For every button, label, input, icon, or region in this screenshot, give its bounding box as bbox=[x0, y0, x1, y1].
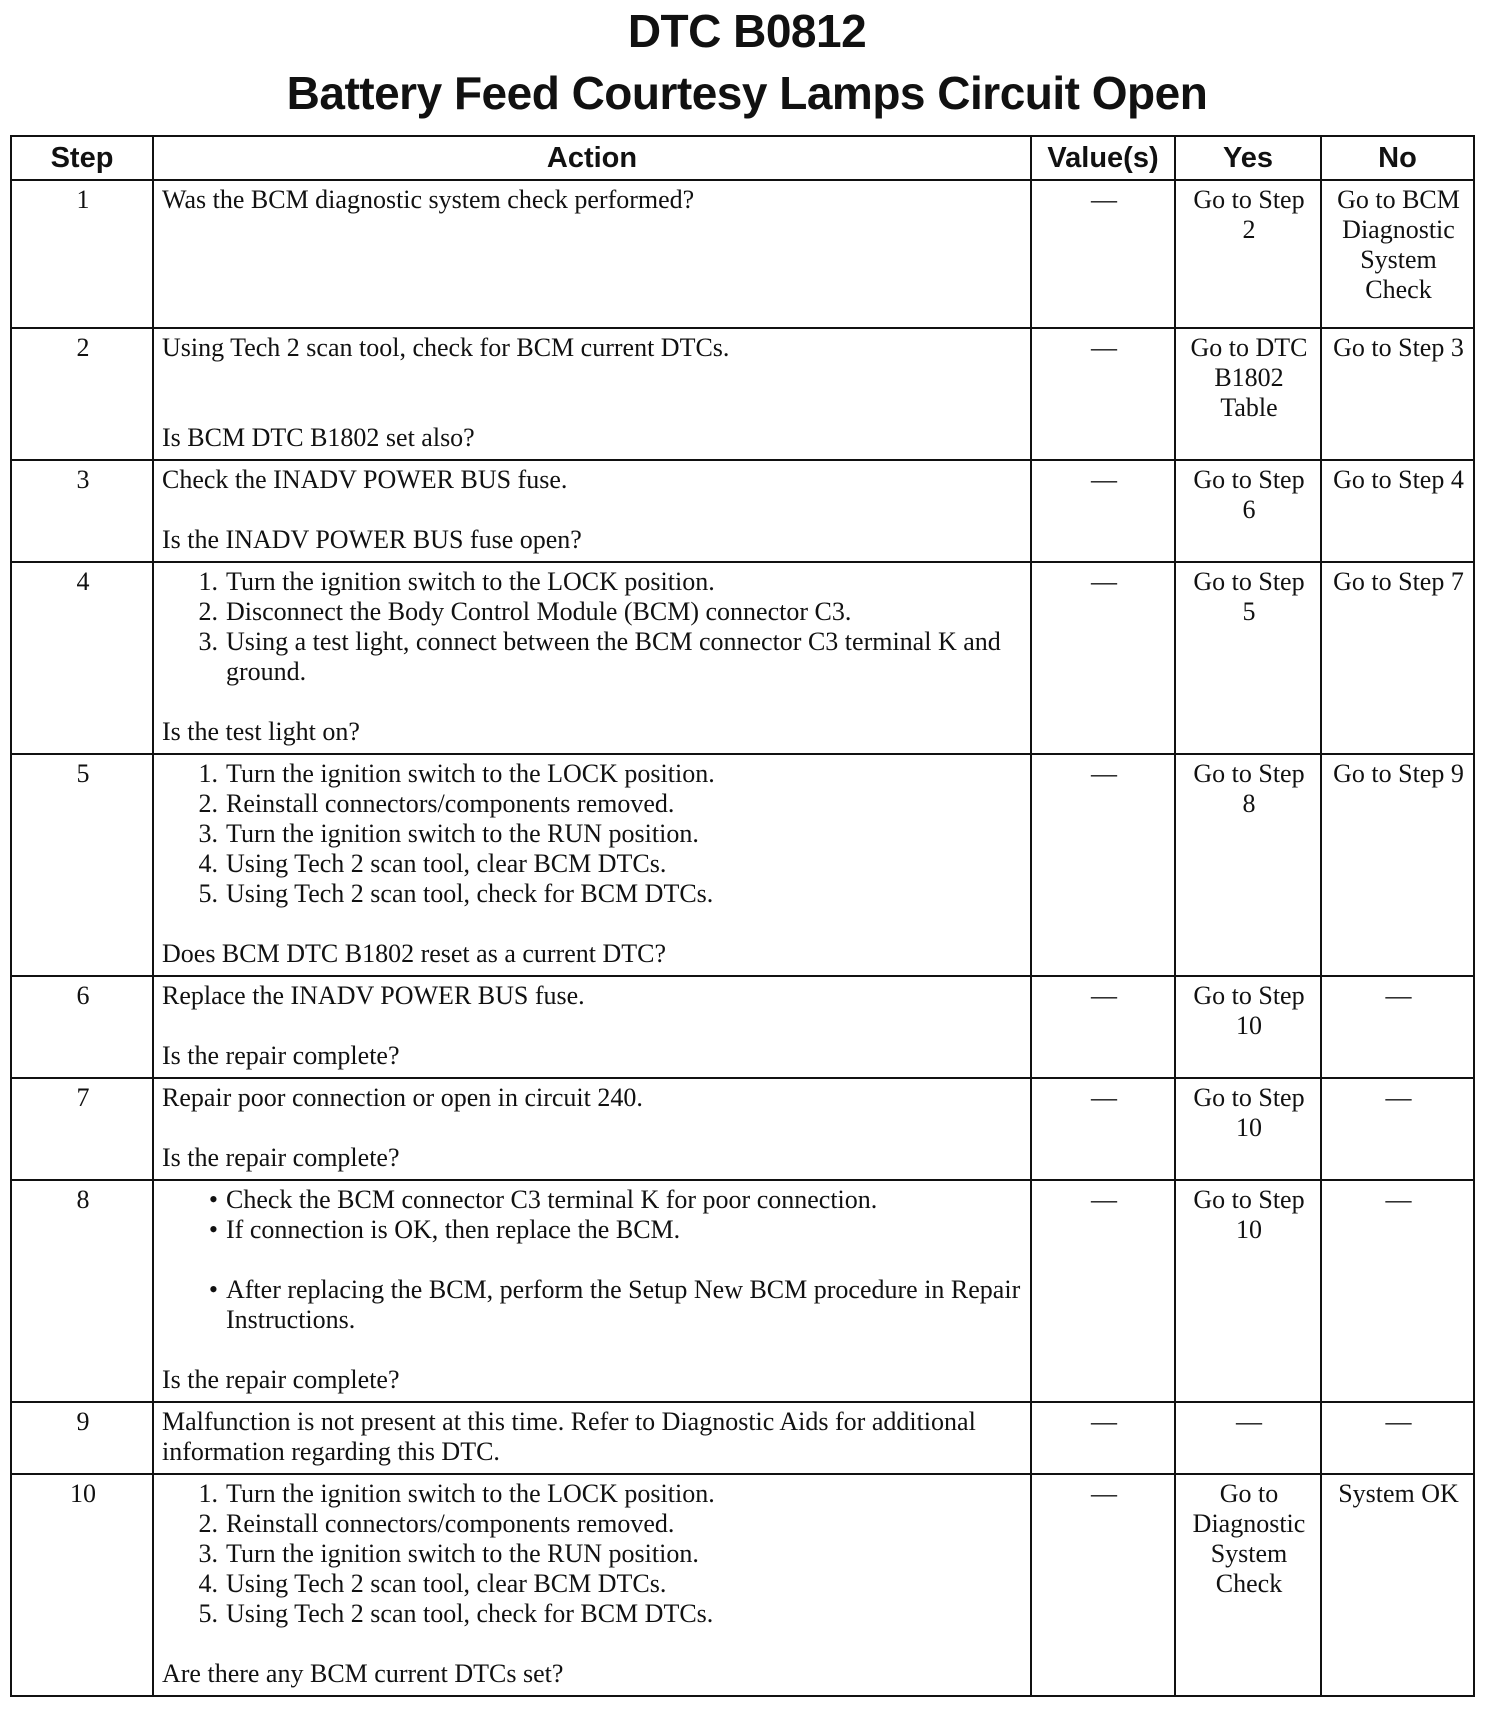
item-number: 2. bbox=[198, 597, 218, 626]
action-cell bbox=[153, 562, 1031, 754]
bullet-item bbox=[162, 1185, 1024, 1215]
instruction-text: Repair poor connection or open in circuit 240. bbox=[162, 1083, 643, 1112]
no-cell: Go to Step 3 bbox=[1321, 328, 1474, 460]
table-row bbox=[11, 328, 1474, 460]
item-text: Reinstall connectors/components removed. bbox=[226, 789, 675, 818]
document-subtitle: Battery Feed Courtesy Lamps Circuit Open bbox=[286, 67, 1208, 119]
numbered-item bbox=[162, 879, 1024, 909]
item-text: Using Tech 2 scan tool, check for BCM DTCs. bbox=[226, 879, 714, 908]
action-cell bbox=[153, 1402, 1031, 1474]
item-text: Turn the ignition switch to the LOCK position. bbox=[226, 1479, 715, 1508]
question-text: Is the repair complete? bbox=[162, 1041, 400, 1070]
numbered-item bbox=[162, 1509, 1024, 1539]
item-text: Using Tech 2 scan tool, clear BCM DTCs. bbox=[226, 849, 667, 878]
instruction-text: Using Tech 2 scan tool, check for BCM current DTCs. bbox=[162, 333, 730, 362]
yes-cell: Go to Step 10 bbox=[1175, 1180, 1321, 1402]
action-cell bbox=[153, 976, 1031, 1078]
no-cell: — bbox=[1321, 1180, 1474, 1402]
item-text: Using Tech 2 scan tool, clear BCM DTCs. bbox=[226, 1569, 667, 1598]
value-cell: — bbox=[1031, 328, 1175, 460]
item-text: Using Tech 2 scan tool, check for BCM DTCs. bbox=[226, 1599, 714, 1628]
item-text: Reinstall connectors/components removed. bbox=[226, 1509, 675, 1538]
question-text: Is the repair complete? bbox=[162, 1365, 400, 1394]
question-text: Is BCM DTC B1802 set also? bbox=[162, 423, 475, 452]
yes-cell: Go to Step 8 bbox=[1175, 754, 1321, 976]
item-text: Turn the ignition switch to the LOCK position. bbox=[226, 567, 715, 596]
yes-cell: Go to Diagnostic System Check bbox=[1175, 1474, 1321, 1696]
numbered-item bbox=[162, 789, 1024, 819]
step-number: 9 bbox=[11, 1402, 153, 1474]
table-row bbox=[11, 460, 1474, 562]
numbered-item bbox=[162, 849, 1024, 879]
document-title: DTC B0812 bbox=[627, 5, 867, 57]
table-row bbox=[11, 1474, 1474, 1696]
table-row bbox=[11, 1402, 1474, 1474]
question-text: Is the repair complete? bbox=[162, 1143, 400, 1172]
no-cell: Go to Step 9 bbox=[1321, 754, 1474, 976]
action-cell bbox=[153, 328, 1031, 460]
item-number: 2. bbox=[198, 789, 218, 818]
action-cell bbox=[153, 180, 1031, 328]
value-cell: — bbox=[1031, 1402, 1175, 1474]
numbered-item bbox=[162, 1569, 1024, 1599]
header-yes: Yes bbox=[1175, 136, 1321, 180]
instruction-text: Malfunction is not present at this time. Refer to Diagnostic Aids for additional information regarding this DTC. bbox=[162, 1407, 976, 1466]
action-cell bbox=[153, 1180, 1031, 1402]
item-number: 3. bbox=[198, 1539, 218, 1568]
item-number: 4. bbox=[198, 1569, 218, 1598]
item-number: 3. bbox=[198, 627, 218, 656]
step-number: 1 bbox=[11, 180, 153, 328]
question-text: Does BCM DTC B1802 reset as a current DTC? bbox=[162, 939, 667, 968]
yes-cell: Go to Step 10 bbox=[1175, 1078, 1321, 1180]
no-cell: Go to BCM Diagnostic System Check bbox=[1321, 180, 1474, 328]
bullet-text: After replacing the BCM, perform the Setup New BCM procedure in Repair Instructions. bbox=[226, 1275, 1021, 1334]
bullet-text: If connection is OK, then replace the BCM. bbox=[226, 1215, 681, 1244]
table-row bbox=[11, 1180, 1474, 1402]
action-cell bbox=[153, 1078, 1031, 1180]
no-cell: System OK bbox=[1321, 1474, 1474, 1696]
numbered-item bbox=[162, 597, 1024, 627]
no-cell: — bbox=[1321, 1078, 1474, 1180]
table-row bbox=[11, 754, 1474, 976]
table-row bbox=[11, 1078, 1474, 1180]
bullet-mark: • bbox=[208, 1215, 218, 1244]
numbered-item bbox=[162, 1479, 1024, 1509]
instruction-text: Replace the INADV POWER BUS fuse. bbox=[162, 981, 585, 1010]
diagnostic-table bbox=[10, 135, 1475, 1697]
item-text: Turn the ignition switch to the RUN position. bbox=[226, 819, 699, 848]
question-text: Is the INADV POWER BUS fuse open? bbox=[162, 525, 582, 554]
yes-cell: Go to Step 5 bbox=[1175, 562, 1321, 754]
item-number: 5. bbox=[198, 879, 218, 908]
step-number: 10 bbox=[11, 1474, 153, 1696]
step-number: 7 bbox=[11, 1078, 153, 1180]
numbered-item bbox=[162, 1539, 1024, 1569]
table-row bbox=[11, 180, 1474, 328]
value-cell: — bbox=[1031, 976, 1175, 1078]
question-text: Are there any BCM current DTCs set? bbox=[162, 1659, 564, 1688]
no-cell: Go to Step 7 bbox=[1321, 562, 1474, 754]
item-text: Using a test light, connect between the BCM connector C3 terminal K and ground. bbox=[226, 627, 1001, 686]
value-cell: — bbox=[1031, 460, 1175, 562]
value-cell: — bbox=[1031, 562, 1175, 754]
instruction-text: Check the INADV POWER BUS fuse. bbox=[162, 465, 568, 494]
step-number: 4 bbox=[11, 562, 153, 754]
value-cell: — bbox=[1031, 180, 1175, 328]
item-number: 2. bbox=[198, 1509, 218, 1538]
value-cell: — bbox=[1031, 754, 1175, 976]
item-text: Disconnect the Body Control Module (BCM) connector C3. bbox=[226, 597, 852, 626]
numbered-item bbox=[162, 759, 1024, 789]
bullet-text: Check the BCM connector C3 terminal K for poor connection. bbox=[226, 1185, 878, 1214]
header-values: Value(s) bbox=[1031, 136, 1175, 180]
yes-cell: Go to DTC B1802 Table bbox=[1175, 328, 1321, 460]
action-cell bbox=[153, 1474, 1031, 1696]
item-number: 3. bbox=[198, 819, 218, 848]
step-number: 8 bbox=[11, 1180, 153, 1402]
yes-cell: Go to Step 2 bbox=[1175, 180, 1321, 328]
numbered-item bbox=[162, 1599, 1024, 1629]
bullet-mark: • bbox=[208, 1275, 218, 1304]
item-number: 1. bbox=[198, 567, 218, 596]
question-text: Is the test light on? bbox=[162, 717, 360, 746]
numbered-item bbox=[162, 819, 1024, 849]
bullet-item bbox=[162, 1275, 1024, 1335]
table-body bbox=[11, 180, 1474, 1696]
table-header-row bbox=[11, 136, 1474, 180]
table-row bbox=[11, 562, 1474, 754]
instruction-text: Was the BCM diagnostic system check performed? bbox=[162, 185, 695, 214]
header-no: No bbox=[1321, 136, 1474, 180]
bullet-item bbox=[162, 1215, 1024, 1245]
numbered-item bbox=[162, 567, 1024, 597]
step-number: 2 bbox=[11, 328, 153, 460]
yes-cell: Go to Step 10 bbox=[1175, 976, 1321, 1078]
value-cell: — bbox=[1031, 1078, 1175, 1180]
step-number: 6 bbox=[11, 976, 153, 1078]
item-number: 4. bbox=[198, 849, 218, 878]
item-number: 1. bbox=[198, 759, 218, 788]
step-number: 3 bbox=[11, 460, 153, 562]
value-cell: — bbox=[1031, 1474, 1175, 1696]
item-text: Turn the ignition switch to the RUN position. bbox=[226, 1539, 699, 1568]
step-number: 5 bbox=[11, 754, 153, 976]
item-text: Turn the ignition switch to the LOCK position. bbox=[226, 759, 715, 788]
yes-cell: — bbox=[1175, 1402, 1321, 1474]
item-number: 1. bbox=[198, 1479, 218, 1508]
action-cell bbox=[153, 754, 1031, 976]
numbered-item bbox=[162, 627, 1024, 687]
action-cell bbox=[153, 460, 1031, 562]
spacer bbox=[162, 1245, 1024, 1275]
header-step: Step bbox=[11, 136, 153, 180]
no-cell: Go to Step 4 bbox=[1321, 460, 1474, 562]
bullet-mark: • bbox=[208, 1185, 218, 1214]
value-cell: — bbox=[1031, 1180, 1175, 1402]
table-row bbox=[11, 976, 1474, 1078]
item-number: 5. bbox=[198, 1599, 218, 1628]
no-cell: — bbox=[1321, 976, 1474, 1078]
header-action: Action bbox=[153, 136, 1031, 180]
no-cell: — bbox=[1321, 1402, 1474, 1474]
yes-cell: Go to Step 6 bbox=[1175, 460, 1321, 562]
